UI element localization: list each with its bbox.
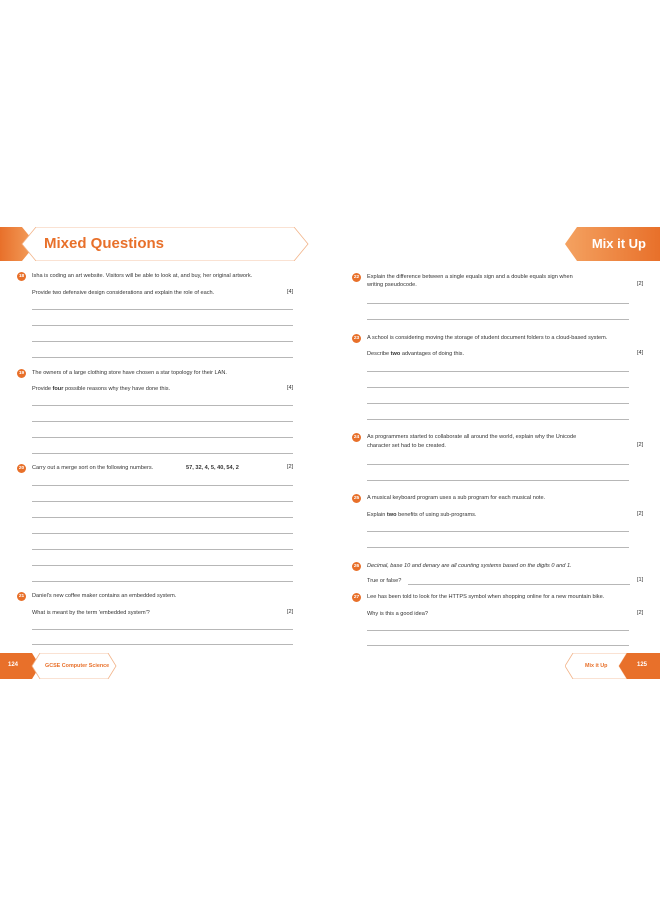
page-number-right: 125 bbox=[637, 662, 648, 668]
answer-line[interactable] bbox=[32, 453, 293, 454]
question-number-20: 20 bbox=[18, 466, 25, 471]
answer-line[interactable] bbox=[32, 581, 293, 582]
question-25-prompt: Explain two benefits of using sub-programs. bbox=[367, 512, 477, 518]
question-21-prompt: What is meant by the term 'embedded system'? bbox=[32, 610, 150, 616]
answer-line[interactable] bbox=[367, 464, 629, 465]
textbook-spread bbox=[0, 225, 660, 680]
question-23-text: A school is considering moving the storage of student document folders to a cloud-based system. bbox=[367, 335, 608, 341]
question-number-22: 22 bbox=[353, 275, 360, 280]
answer-line[interactable] bbox=[367, 531, 629, 532]
answer-line[interactable] bbox=[32, 549, 293, 550]
question-number-19: 19 bbox=[18, 371, 25, 376]
question-27-marks: [2] bbox=[637, 610, 644, 616]
answer-line[interactable] bbox=[32, 421, 293, 422]
answer-line[interactable] bbox=[367, 303, 629, 304]
answer-line[interactable] bbox=[32, 533, 293, 534]
question-26-prompt: True or false? bbox=[367, 578, 402, 584]
question-26-text: Decimal, base 10 and denary are all counting systems based on the digits 0 and 1. bbox=[367, 563, 572, 569]
question-24-text-2: character set had to be created. bbox=[367, 443, 446, 449]
question-18-text: Isha is coding an art website. Visitors will be able to look at, and buy, her original artwork. bbox=[32, 273, 253, 279]
answer-line[interactable] bbox=[32, 485, 293, 486]
answer-line[interactable] bbox=[367, 371, 629, 372]
question-number-27: 27 bbox=[353, 595, 360, 600]
question-18-marks: [4] bbox=[287, 289, 294, 295]
merge-sort-numbers: 57, 32, 4, 5, 40, 54, 2 bbox=[186, 465, 239, 471]
page-number-left: 124 bbox=[8, 662, 19, 668]
answer-line[interactable] bbox=[32, 517, 293, 518]
answer-line[interactable] bbox=[32, 644, 293, 645]
answer-line[interactable] bbox=[32, 325, 293, 326]
answer-line[interactable] bbox=[32, 309, 293, 310]
question-25-marks: [2] bbox=[637, 511, 644, 517]
question-20-text: Carry out a merge sort on the following numbers. bbox=[32, 465, 154, 471]
answer-line[interactable] bbox=[367, 480, 629, 481]
answer-line[interactable] bbox=[367, 547, 629, 548]
answer-line[interactable] bbox=[367, 630, 629, 631]
question-19-prompt: Provide four possible reasons why they have done this. bbox=[32, 386, 171, 392]
question-23-prompt: Describe two advantages of doing this. bbox=[367, 351, 465, 357]
answer-line[interactable] bbox=[367, 419, 629, 420]
answer-line[interactable] bbox=[367, 319, 629, 320]
question-number-18: 18 bbox=[18, 274, 25, 279]
question-23-marks: [4] bbox=[637, 350, 644, 356]
answer-line[interactable] bbox=[32, 437, 293, 438]
answer-line[interactable] bbox=[367, 403, 629, 404]
question-number-21: 21 bbox=[18, 594, 25, 599]
question-number-23: 23 bbox=[353, 336, 360, 341]
question-26-marks: [1] bbox=[637, 577, 644, 583]
section-title: Mix it Up bbox=[591, 236, 646, 251]
question-22-marks: [2] bbox=[637, 281, 644, 287]
question-22-text: Explain the difference between a single equals sign and a double equals sign when bbox=[367, 274, 573, 280]
question-19-text: The owners of a large clothing store have chosen a star topology for their LAN. bbox=[32, 370, 227, 376]
question-18-prompt: Provide two defensive design considerations and explain the role of each. bbox=[32, 290, 215, 296]
answer-line[interactable] bbox=[32, 629, 293, 630]
answer-line[interactable] bbox=[32, 565, 293, 566]
answer-line[interactable] bbox=[367, 387, 629, 388]
question-number-26: 26 bbox=[353, 564, 360, 569]
page-title: Mixed Questions bbox=[44, 235, 165, 252]
question-25-text: A musical keyboard program uses a sub program for each musical note. bbox=[367, 495, 546, 501]
question-24-marks: [2] bbox=[637, 442, 644, 448]
footer-right bbox=[565, 653, 660, 679]
question-21-marks: [2] bbox=[287, 609, 294, 615]
mixed-questions-banner bbox=[0, 227, 310, 261]
question-number-24: 24 bbox=[353, 435, 360, 440]
question-21-text: Daniel's new coffee maker contains an embedded system. bbox=[32, 593, 177, 599]
answer-line[interactable] bbox=[32, 501, 293, 502]
mix-it-up-banner bbox=[565, 227, 660, 261]
footer-left bbox=[0, 653, 120, 679]
question-27-prompt: Why is this a good idea? bbox=[367, 611, 428, 617]
answer-line[interactable] bbox=[32, 357, 293, 358]
answer-line[interactable] bbox=[408, 584, 630, 585]
book-title: GCSE Computer Science bbox=[45, 663, 110, 669]
question-27-text: Lee has been told to look for the HTTPS symbol when shopping online for a new mountain bike. bbox=[367, 594, 605, 600]
question-20-marks: [2] bbox=[287, 464, 294, 470]
answer-line[interactable] bbox=[32, 405, 293, 406]
section-name: Mix it Up bbox=[585, 663, 608, 669]
question-19-marks: [4] bbox=[287, 385, 294, 391]
answer-line[interactable] bbox=[32, 341, 293, 342]
question-22-text-2: writing pseudocode. bbox=[367, 282, 417, 288]
question-number-25: 25 bbox=[353, 496, 360, 501]
answer-line[interactable] bbox=[367, 645, 629, 646]
question-24-text: As programmers started to collaborate all around the world, explain why the Unicode bbox=[367, 434, 577, 440]
